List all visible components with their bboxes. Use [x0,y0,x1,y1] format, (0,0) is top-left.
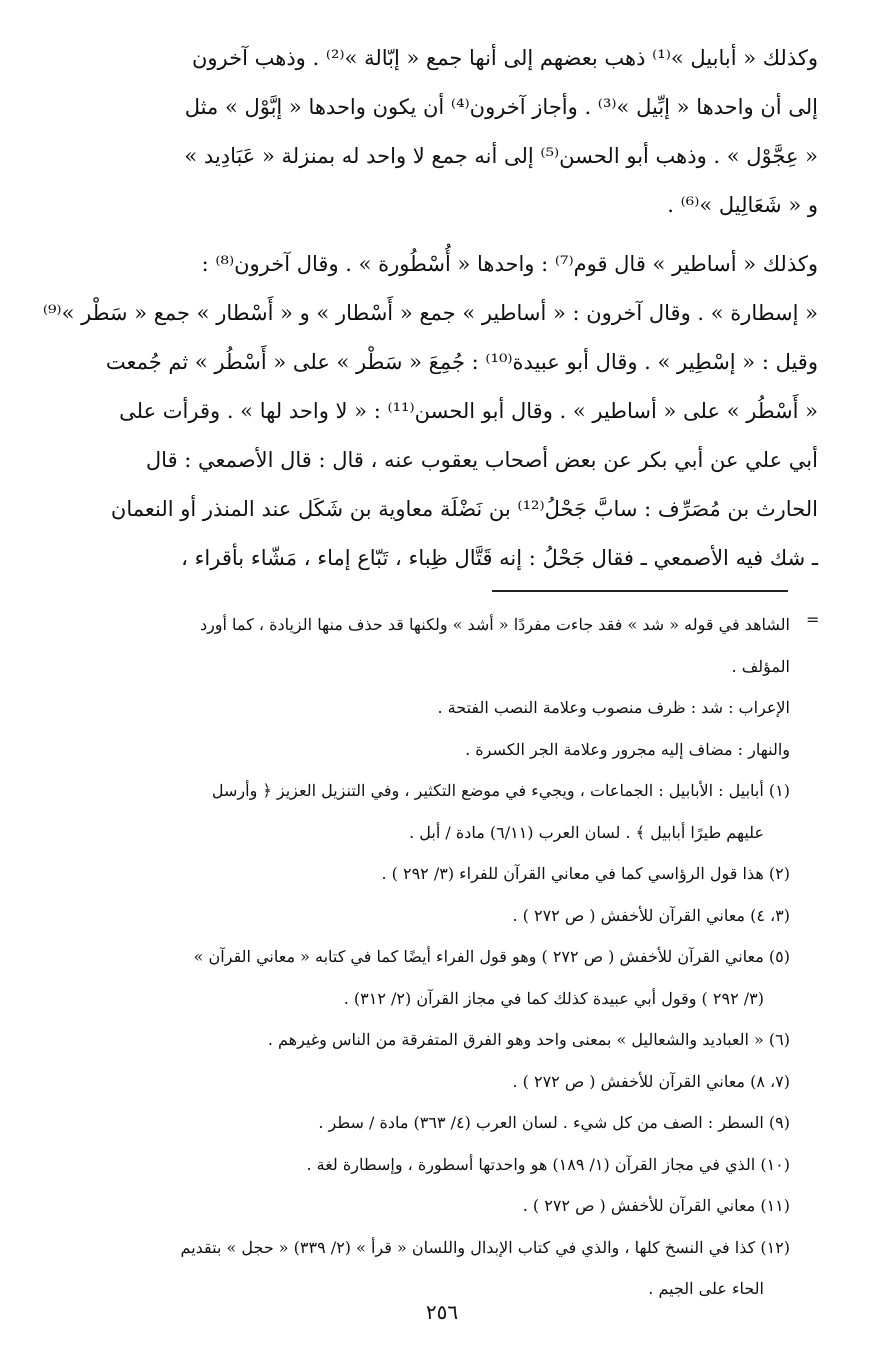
footnote-line: (٩) السطر : الصف من كل شيء . لسان العرب (٤/ ٣٦٣) مادة / سطر . [318,1113,790,1132]
footnote-line: (٣، ٤) معاني القرآن للأخفش ( ص ٢٧٢ ) . [512,905,790,925]
main-line: الحارث بن مُصَرِّف : سابَّ جَحْلُ⁽¹²⁾ بن نَضْلَة معاوية بن شَكَل عند المنذر أو النعمان [110,497,818,521]
footnote-line: (٦) « العباديد والشعاليل » بمعنى واحد وهو الفرق المتفرقة من الناس وغيرهم . [267,1030,790,1049]
footnote-divider [492,590,788,592]
footnote-line: الشاهد في قوله « شد » فقد جاءت مفردًا « أشد » ولكنها قد حذف منها الزيادة ، كما أورد [199,615,790,634]
footnote-line: عليهم طيرًا أبابيل ﴾ . لسان العرب (٦/١١) مادة / أبل . [409,822,764,842]
footnote-line: (٣/ ٢٩٢ ) وقول أبي عبيدة كذلك كما في مجاز القرآن (٢/ ٣١٢) . [343,988,764,1008]
footnote-line: (١١) معاني القرآن للأخفش ( ص ٢٧٢ ) . [522,1196,790,1215]
main-line: « أَسْطُر » على « أساطير » . وقال أبو الحسن⁽¹¹⁾ : « لا واحد لها » . وقرأت على [119,399,818,423]
main-line: وكذلك « أساطير » قال قوم⁽⁷⁾ : واحدها « أُسْطُورة » . وقال آخرون⁽⁸⁾ : [201,252,818,276]
footnote-line: (٥) معاني القرآن للأخفش ( ص ٢٧٢ ) وهو قول الفراء أيضًا كما في كتابه « معاني القرآن » [193,947,790,966]
main-line: أبي علي عن أبي بكر عن بعض أصحاب يعقوب عنه ، قال : قال الأصمعي : قال [145,448,818,472]
page-number: ٢٥٦ [425,1300,459,1324]
main-line: ـ شك فيه الأصمعي ـ فقال جَحْلُ : إنه قَتَّال ظِباء ، تَبّاع إماء ، مَشّاء بأقراء ، [181,546,818,570]
footnote-line: والنهار : مضاف إليه مجرور وعلامة الجر الكسرة . [465,739,790,759]
paragraph-gap [48,230,818,240]
footnote-continuation-marker: = [806,610,820,629]
footnote-line: (٧، ٨) معاني القرآن للأخفش ( ص ٢٧٢ ) . [512,1071,790,1091]
footnote-line: الحاء على الجيم . [648,1279,764,1298]
main-line: « إسطارة » . وقال آخرون : « أساطير » جمع « أَسْطار » و « أَسْطار » جمع « سَطْر »⁽⁹⁾ [42,301,818,325]
main-line: وكذلك « أبابيل »⁽¹⁾ ذهب بعضهم إلى أنها جمع « إبّالة »⁽²⁾ . وذهب آخرون [191,46,818,70]
main-line: وقيل : « إسْطِير » . وقال أبو عبيدة⁽¹⁰⁾ : جُمِعَ « سَطْر » على « أَسْطُر » ثم جُمعت [105,350,818,374]
footnote-line: الإعراب : شد : ظرف منصوب وعلامة النصب الفتحة . [437,698,790,717]
footnote-line: (١) أبابيل : الأبابيل : الجماعات ، ويجيء في موضع التكثير ، وفي التنزيل العزيز ﴿ وأرسل [211,781,790,800]
main-text [42,34,818,583]
footnote-line: المؤلف . [731,656,790,676]
footnote-line: (١٠) الذي في مجاز القرآن (١/ ١٨٩) هو واحدتها أسطورة ، وإسطارة لغة . [306,1154,790,1174]
footnotes [48,604,790,1310]
main-line: و « شَعَالِيل »⁽⁶⁾ . [667,193,818,217]
footnote-line: (١٢) كذا في النسخ كلها ، والذي في كتاب الإبدال واللسان « قرأ » (٢/ ٣٣٩) « حجل » بتقديم [180,1237,790,1257]
main-line: « عِجَّوْل » . وذهب أبو الحسن⁽⁵⁾ إلى أنه جمع لا واحد له بمنزلة « عَبَادِيد » [184,144,818,168]
main-line: إلى أن واحدها « إبِّيل »⁽³⁾ . وأجاز آخرون⁽⁴⁾ أن يكون واحدها « إبَّوْل » مثل [184,95,818,119]
footnote-line: (٢) هذا قول الرؤاسي كما في معاني القرآن للفراء (٣/ ٢٩٢ ) . [381,864,790,883]
